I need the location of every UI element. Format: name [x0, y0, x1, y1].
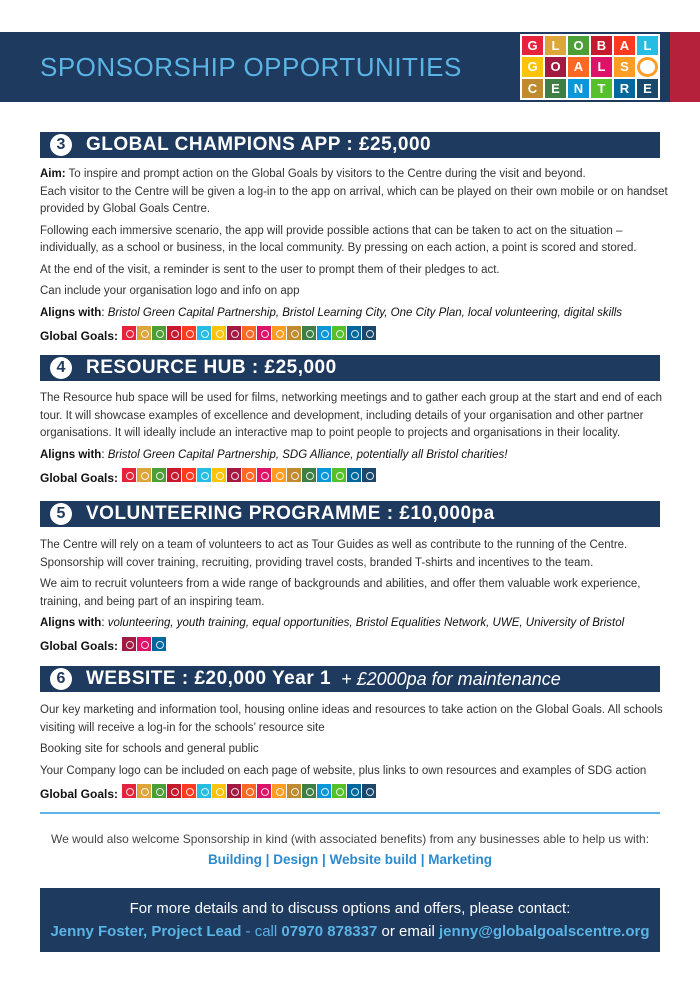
- section-number: 5: [50, 503, 72, 525]
- sdg-goal-11-icon: [272, 468, 286, 482]
- section-4-body: [40, 390, 670, 489]
- sdg-goal-9-icon: [242, 784, 256, 798]
- sdg-icons: [122, 468, 377, 489]
- section-5-header: [40, 501, 660, 527]
- section-subtitle: + £2000pa for maintenance: [341, 668, 561, 689]
- logo-tile: E: [637, 79, 658, 98]
- logo-tile: B: [591, 36, 612, 55]
- sdg-goal-16-icon: [347, 784, 361, 798]
- sdg-goal-13-icon: [302, 468, 316, 482]
- sdg-goal-1-icon: [122, 326, 136, 340]
- sdg-goal-14-icon: [317, 468, 331, 482]
- sdg-icons: [122, 637, 167, 658]
- contact-name: Jenny Foster, Project Lead: [50, 923, 242, 940]
- sdg-goal-2-icon: [137, 468, 151, 482]
- logo-tile: C: [522, 79, 543, 98]
- sdg-goal-11-icon: [272, 326, 286, 340]
- aligns-text: Bristol Green Capital Partnership, Bristol Learning City, One City Plan, local volunteering, digital skills: [107, 306, 623, 319]
- sdg-goal-7-icon: [212, 468, 226, 482]
- sdg-goal-16-icon: [347, 468, 361, 482]
- sdg-goal-17-icon: [362, 784, 376, 798]
- sdg-goal-12-icon: [287, 326, 301, 340]
- sdg-goal-10-icon: [257, 326, 271, 340]
- sdg-goal-3-icon: [152, 468, 166, 482]
- aim-label: Aim:: [40, 168, 66, 180]
- global-goals-label: Global Goals:: [40, 786, 119, 801]
- global-goals-row: [40, 468, 670, 489]
- logo-tile: A: [614, 36, 635, 55]
- paragraph: Booking site for schools and general public: [40, 743, 259, 755]
- section-6-body: [40, 702, 670, 805]
- paragraph: To inspire and prompt action on the Global Goals by visitors to the Centre during the visit and beyond.: [65, 168, 586, 180]
- sdg-goal-8-icon: [227, 784, 241, 798]
- sdg-icons: [122, 784, 377, 805]
- inkind-list: Building | Design | Website build | Marketing: [207, 852, 493, 867]
- sdg-goal-16-icon: [152, 637, 166, 651]
- sdg-goal-7-icon: [212, 784, 226, 798]
- logo-tile: L: [591, 57, 612, 76]
- aligns-label: Aligns with: [40, 617, 102, 629]
- sdg-goal-15-icon: [332, 326, 346, 340]
- global-goals-label: Global Goals:: [40, 639, 119, 653]
- sdg-goal-8-icon: [227, 468, 241, 482]
- sdg-goal-8-icon: [122, 637, 136, 651]
- sdg-goal-6-icon: [197, 784, 211, 798]
- sdg-goal-10-icon: [257, 784, 271, 798]
- sdg-goal-14-icon: [317, 326, 331, 340]
- paragraph: Following each immersive scenario, the app will provide possible actions that can be taken to act on the situation – individually, as a school or business, in the local community. By pressing on each action, a point is scored and stored.: [40, 224, 637, 254]
- sdg-goal-9-icon: [242, 326, 256, 340]
- logo-tile: R: [614, 79, 635, 98]
- aligns-label: Aligns with: [40, 448, 102, 461]
- sdg-goal-2-icon: [137, 784, 151, 798]
- sdg-goal-1-icon: [122, 468, 136, 482]
- sdg-goal-17-icon: [362, 468, 376, 482]
- logo-tile: [637, 57, 658, 76]
- paragraph: The Centre will rely on a team of volunteers to act as Tour Guides as well as contribute to the running of the Centre. Sponsorship will cover training, recruiting, providing travel costs, branded T-shirts and incentives to the team.: [40, 539, 628, 569]
- sdg-goal-4-icon: [167, 468, 181, 482]
- contact-email-link[interactable]: jenny@globalgoalscentre.org: [439, 923, 650, 940]
- sdg-goal-3-icon: [152, 326, 166, 340]
- contact-intro: For more details and to discuss options and offers, please contact:: [129, 900, 571, 917]
- sdg-goal-14-icon: [317, 784, 331, 798]
- sdg-goal-5-icon: [182, 468, 196, 482]
- sdg-goal-16-icon: [347, 326, 361, 340]
- section-6-header: [40, 666, 660, 692]
- paragraph: Your Company logo can be included on each page of website, plus links to own resources and examples of SDG action: [40, 764, 647, 777]
- section-5-body: [40, 537, 670, 657]
- aligns-with: Aligns with: volunteering, youth training, equal opportunities, Bristol Equalities Network, UWE, University of Bristol: [40, 617, 625, 629]
- call-text: - call: [241, 923, 282, 940]
- sdg-goal-13-icon: [302, 326, 316, 340]
- aligns-text: Bristol Green Capital Partnership, SDG Alliance, potentially all Bristol charities!: [107, 448, 508, 461]
- sdg-goal-6-icon: [197, 326, 211, 340]
- inkind-text: We would also welcome Sponsorship in kind (with associated benefits) from any businesses able to help us with:: [50, 832, 650, 846]
- logo-tile: O: [568, 36, 589, 55]
- global-goals-row: [40, 326, 670, 347]
- sdg-goal-15-icon: [332, 468, 346, 482]
- global-goals-label: Global Goals:: [40, 328, 119, 343]
- sdg-goal-13-icon: [302, 784, 316, 798]
- email-text: or email: [377, 923, 440, 940]
- logo-tile: L: [637, 36, 658, 55]
- sdg-goal-12-icon: [287, 468, 301, 482]
- aligns-with: Aligns with: Bristol Green Capital Partnership, SDG Alliance, potentially all Bristol charities!: [40, 448, 508, 461]
- global-goals-row: [40, 784, 670, 805]
- sdg-goal-4-icon: [167, 326, 181, 340]
- sdg-goal-17-icon: [362, 326, 376, 340]
- sdg-goal-12-icon: [287, 784, 301, 798]
- logo-tile: L: [545, 36, 566, 55]
- logo-tile: G: [522, 36, 543, 55]
- section-number: 6: [50, 668, 72, 690]
- logo-tile: O: [545, 57, 566, 76]
- sdg-goal-3-icon: [152, 784, 166, 798]
- contact-phone[interactable]: 07970 878337: [281, 923, 378, 940]
- paragraph: At the end of the visit, a reminder is sent to the user to prompt them of their pledges to act.: [40, 263, 500, 276]
- logo-tile: N: [568, 79, 589, 98]
- sdg-goal-10-icon: [257, 468, 271, 482]
- logo-tile: A: [568, 57, 589, 76]
- sdg-goal-15-icon: [332, 784, 346, 798]
- paragraph: Each visitor to the Centre will be given a log-in to the app on arrival, which can be played on their own mobile or on handset provided by Global Goals Centre.: [40, 185, 668, 215]
- aligns-label: Aligns with: [40, 306, 102, 319]
- contact-footer: [40, 888, 660, 952]
- sdg-goal-10-icon: [137, 637, 151, 651]
- sdg-icons: [122, 326, 377, 347]
- aligns-text: volunteering, youth training, equal opportunities, Bristol Equalities Network, UWE, University of Bristol: [107, 617, 625, 629]
- section-4-header: [40, 355, 660, 381]
- sdg-goal-5-icon: [182, 326, 196, 340]
- sdg-goal-2-icon: [137, 326, 151, 340]
- section-title: VOLUNTEERING PROGRAMME : £10,000pa: [86, 503, 495, 524]
- sdg-goal-7-icon: [212, 326, 226, 340]
- sdg-goal-11-icon: [272, 784, 286, 798]
- sdg-goal-6-icon: [197, 468, 211, 482]
- logo-tile: S: [614, 57, 635, 76]
- paragraph: Can include your organisation logo and info on app: [40, 285, 300, 297]
- sdg-goal-4-icon: [167, 784, 181, 798]
- paragraph: We aim to recruit volunteers from a wide range of backgrounds and abilities, and offer them valuable work experience, training, and being part of an inspiring team.: [40, 578, 641, 608]
- global-goals-label: Global Goals:: [40, 470, 119, 485]
- section-number: 3: [50, 134, 72, 156]
- logo-tile: E: [545, 79, 566, 98]
- section-title: GLOBAL CHAMPIONS APP : £25,000: [86, 134, 432, 155]
- divider: [40, 812, 660, 814]
- logo-tile: T: [591, 79, 612, 98]
- paragraph: The Resource hub space will be used for films, networking meetings and to gather each group at the start and end of each tour. It will showcase examples of excellence and development, including details of your organisation and other partner organisations. It will ideally include an interactive map to point people to projects and organisations in their locality.: [40, 392, 663, 439]
- aligns-with: Aligns with: Bristol Green Capital Partnership, Bristol Learning City, One City Plan, local volunteering, digital skills: [40, 306, 623, 319]
- section-title: WEBSITE : £20,000 Year 1: [86, 668, 332, 689]
- global-goals-row: [40, 637, 670, 658]
- section-number: 4: [50, 357, 72, 379]
- sdg-goal-5-icon: [182, 784, 196, 798]
- header-accent: [670, 32, 700, 102]
- section-title: RESOURCE HUB : £25,000: [86, 357, 337, 378]
- sdg-goal-1-icon: [122, 784, 136, 798]
- section-3-body: [40, 166, 670, 347]
- page-title: SPONSORSHIP OPPORTUNITIES: [40, 52, 462, 82]
- contact-line: [40, 923, 660, 940]
- logo-tile: G: [522, 57, 543, 76]
- global-goals-centre-logo: [520, 34, 660, 100]
- sdg-goal-9-icon: [242, 468, 256, 482]
- sdg-goal-8-icon: [227, 326, 241, 340]
- section-3-header: [40, 132, 660, 158]
- paragraph: Our key marketing and information tool, housing online ideas and resources to take action on the Global Goals. All schools visiting will receive a log-in for the schools’ resource site: [40, 704, 663, 734]
